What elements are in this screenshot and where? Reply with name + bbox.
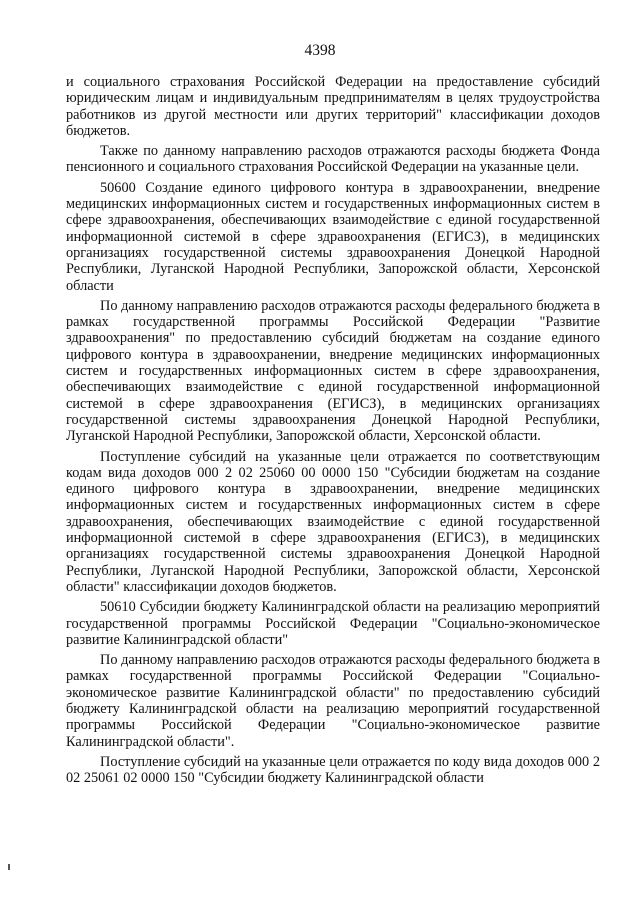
page-number: 4398	[304, 42, 336, 59]
paragraph-continuation: и социального страхования Российской Федерации на предоставление субсидий юридическим лицам и индивидуальным предпринимателям в целях трудоустройства работников из другой местности или других территорий" классификации доходов бюджетов.	[66, 74, 600, 139]
paragraph-pension-fund: Также по данному направлению расходов отражаются расходы бюджета Фонда пенсионного и социального страхования Российской Федерации на указанные цели.	[66, 143, 600, 176]
paragraph-50610-expenses: По данному направлению расходов отражаются расходы федерального бюджета в рамках государственной программы Российской Федерации "Социально-экономическое развитие Калининградской области" по предоставлению субсидий бюджету Калининградской области на реализацию мероприятий государственной программы Российской Федерации "Социально-экономическое развитие Калининградской области".	[66, 652, 600, 750]
scan-artifact-mark	[8, 864, 10, 870]
document-body	[66, 74, 600, 790]
paragraph-50600-expenses: По данному направлению расходов отражаются расходы федерального бюджета в рамках государственной программы Российской Федерации "Развитие здравоохранения" по предоставлению субсидий бюджетам на создание единого цифрового контура в здравоохранении, внедрение медицинских информационных систем и государственных информационных систем в сфере здравоохранения, обеспечивающих взаимодействие с единой государственной информационной системой в сфере здравоохранения (ЕГИСЗ), в медицинских организациях государственной системы здравоохранения Донецкой Народной Республики, Луганской Народной Республики, Запорожской области, Херсонской области.	[66, 297, 600, 445]
section-heading-50600: 50600 Создание единого цифрового контура в здравоохранении, внедрение медицинских информационных систем и государственных информационных систем в сфере здравоохранения, обеспечивающих взаимодействие с единой государственной информационной системой в сфере здравоохранения (ЕГИСЗ), в медицинских организациях государственной системы здравоохранения Донецкой Народной Республики, Луганской Народной Республики, Запорожской области, Херсонской области	[66, 179, 600, 294]
section-heading-50610: 50610 Субсидии бюджету Калининградской области на реализацию мероприятий государственной программы Российской Федерации "Социально-экономическое развитие Калининградской области"	[66, 599, 600, 648]
paragraph-50610-revenue: Поступление субсидий на указанные цели отражается по коду вида доходов 000 2 02 25061 02 0000 150 "Субсидии бюджету Калининградской области	[66, 753, 600, 787]
paragraph-50600-revenue: Поступление субсидий на указанные цели отражается по соответствующим кодам вида доходов 000 2 02 25060 00 0000 150 "Субсидии бюджетам на создание единого цифрового контура в здравоохранении, внедрение медицинских информационных систем и государственных информационных систем в сфере здравоохранения, обеспечивающих взаимодействие с единой государственной информационной системой в сфере здравоохранения (ЕГИСЗ), в медицинских организациях государственной системы здравоохранения Донецкой Народной Республики, Луганской Народной Республики, Запорожской области, Херсонской области" классификации доходов бюджетов.	[66, 448, 600, 595]
